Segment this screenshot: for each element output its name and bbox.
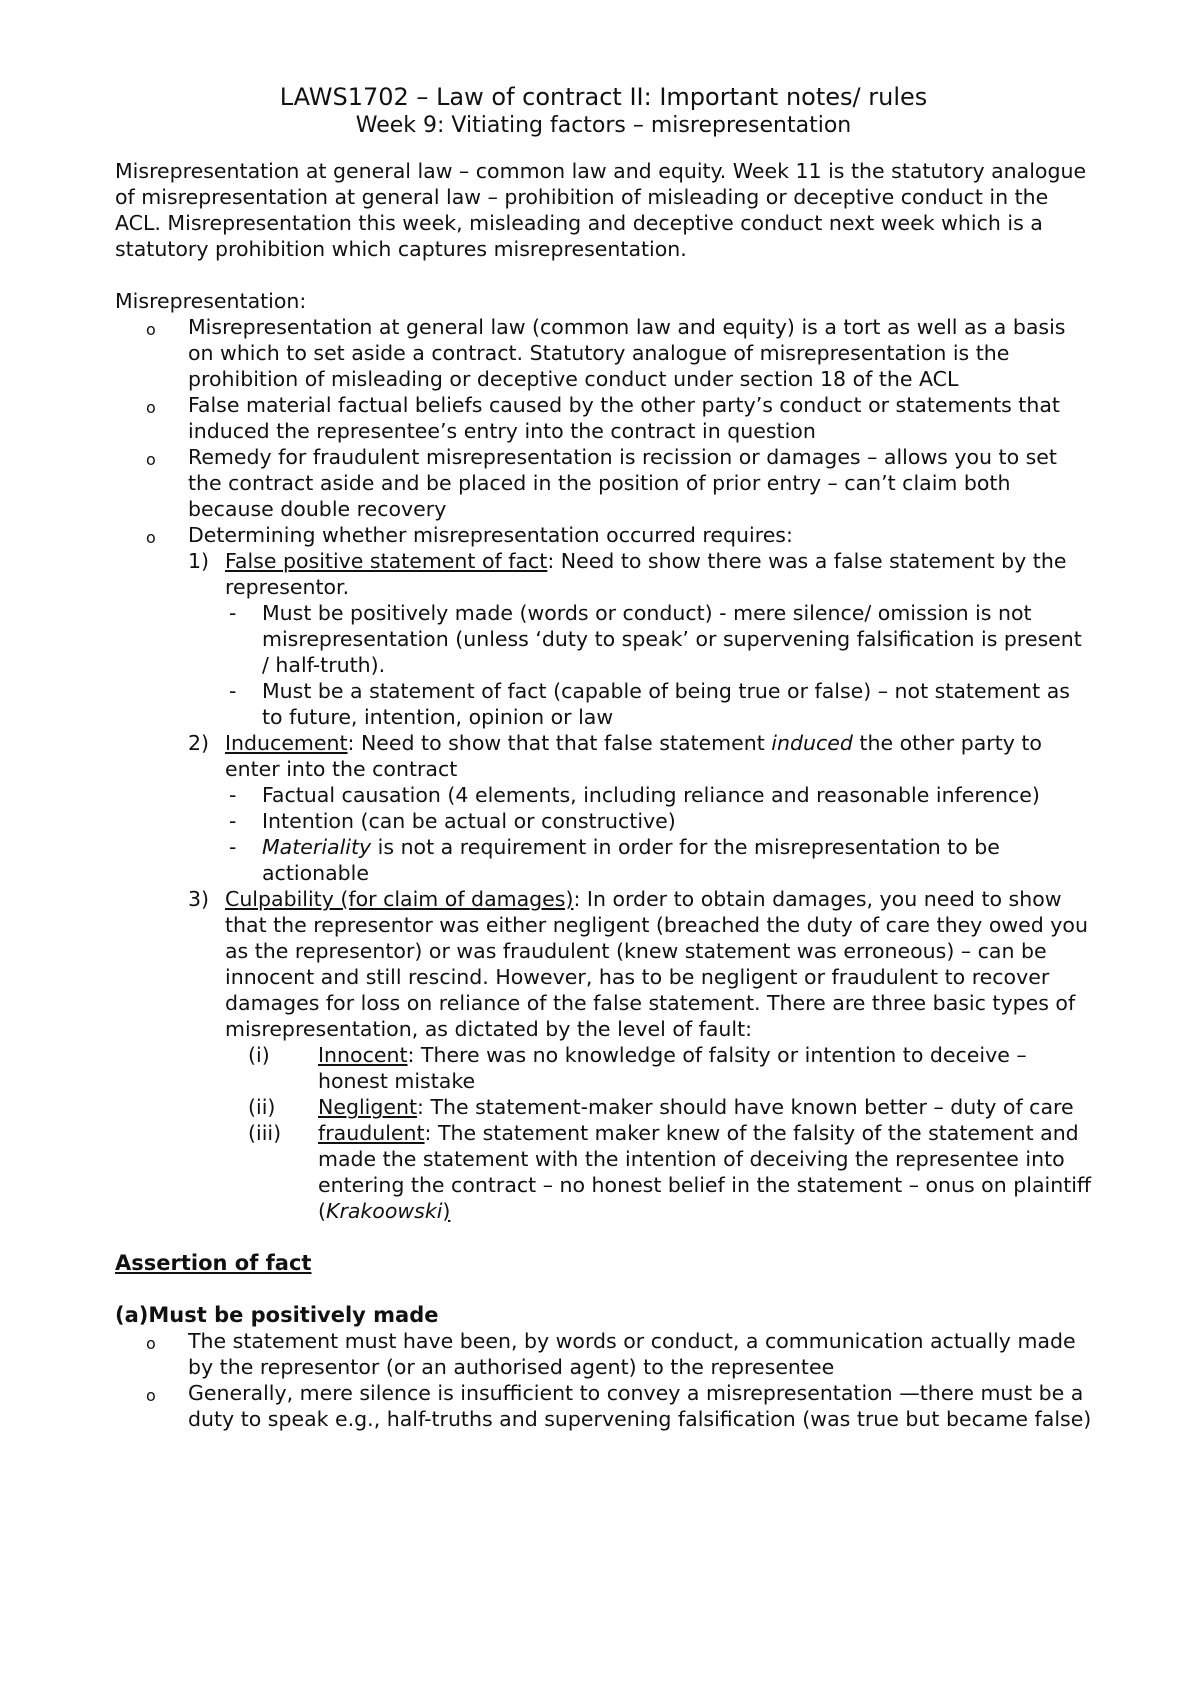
type-text: : There was no knowledge of falsity or intention to deceive – honest mistake [318,1043,1027,1093]
page-title: LAWS1702 – Law of contract II: Important notes/ rules [279,83,928,111]
requirement-text: : Need to show that that false statement [347,731,772,755]
requirement-number: 2) [188,731,210,755]
requirement-number: 3) [188,887,210,911]
case-name: Krakoowski [326,1199,443,1223]
type-item [248,1042,1092,1094]
type-term: Innocent [318,1043,408,1067]
bullet-item-text: Determining whether misrepresentation occurred requires: [188,523,793,547]
sub-point-list [225,600,1092,730]
requirement-item [188,730,1092,886]
requirement-item [188,548,1092,730]
type-number: (iii) [248,1121,282,1145]
type-term: fraudulent [318,1121,425,1145]
sub-point [262,834,1092,886]
type-term: Negligent [318,1095,418,1119]
requirement-term: False positive statement of fact [225,549,548,573]
requirement-text: : Need to show there was a false statement by the representor. [225,549,1067,599]
type-text: : The statement-maker should have known better – duty of care [417,1095,1074,1119]
type-number: (i) [248,1043,270,1067]
section-bullet-list [115,1328,1092,1432]
type-item [248,1120,1092,1224]
requirement-number: 1) [188,549,210,573]
bullet-item: o The statement must have been, by words or conduct, a communication actually made by the representor (or an authorised agent) to the representee [188,1328,1092,1380]
misrepresentation-types-list [225,1042,1092,1224]
sub-point-text: is not a requirement in order for the misrepresentation to be actionable [262,835,1000,885]
sub-point-emphasis: Materiality [262,835,372,859]
requirements-list [188,548,1092,1224]
requirement-text: : In order to obtain damages, you need to show that the representor was either negligent (breached the duty of care they owed you as the representor) or was fraudulent (knew statement was erroneous) – can be innocent and still rescind. However, has to be negligent or fraudulent to recover damages for loss on reliance of the false statement. There are three basic types of misrepresentation, as dictated by the level of fault: [225,887,1088,1041]
spacer [115,1276,1092,1302]
requirement-emphasis: induced [771,731,853,755]
intro-paragraph: Misrepresentation at general law – common law and equity. Week 11 is the statutory analogue of misrepresentation at general law – prohibition of misleading or deceptive conduct in the ACL. Misrepresentation this week, misleading and deceptive conduct next week which is a statutory prohibition which captures misrepresentation. [115,159,1087,261]
sub-point-list [225,782,1092,886]
type-text: : The statement maker knew of the falsity of the statement and made the statement with the intention of deceiving the representee into entering the contract – no honest belief in the statement – onus on plaintiff ( [318,1121,1092,1223]
requirement-term: Inducement [225,731,348,755]
type-item [248,1094,1092,1120]
requirement-term: Culpability (for claim of damages) [225,887,574,911]
bullet-item: o False material factual beliefs caused by the other party’s conduct or statements that induced the representee’s entry into the contract in question [188,392,1092,444]
spacer [115,262,1092,288]
misrepresentation-label: Misrepresentation: [115,289,307,313]
bullet-item: o Remedy for fraudulent misrepresentation is recission or damages – allows you to set the contract aside and be placed in the position of prior entry – can’t claim both because double recovery [188,444,1092,522]
sub-point: - Must be a statement of fact (capable of being true or false) – not statement as to future, intention, opinion or law [262,678,1092,730]
spacer [115,1224,1092,1250]
sub-point: - Intention (can be actual or constructive) [262,808,1092,834]
bullet-item: o Generally, mere silence is insufficient to convey a misrepresentation —there must be a duty to speak e.g., half-truths and supervening falsification (was true but became false) [188,1380,1092,1432]
sub-heading: (a)Must be positively made [115,1303,439,1327]
type-number: (ii) [248,1095,276,1119]
sub-point: - Factual causation (4 elements, including reliance and reasonable inference) [262,782,1092,808]
requirement-item [188,886,1092,1224]
requirement-text: the other party to enter into the contract [225,731,1042,781]
bullet-item [188,522,1092,1224]
bullet-item: o Misrepresentation at general law (common law and equity) is a tort as well as a basis on which to set aside a contract. Statutory analogue of misrepresentation is the prohibition of misleading or deceptive conduct under section 18 of the ACL [188,314,1092,392]
section-heading: Assertion of fact [115,1251,312,1275]
page-subtitle: Week 9: Vitiating factors – misrepresentation [355,113,852,138]
sub-point: - Must be positively made (words or conduct) - mere silence/ omission is not misrepresentation (unless ‘duty to speak’ or supervening falsification is present / half-truth). [262,600,1092,678]
misrepresentation-bullet-list [115,314,1092,1224]
case-close: ) [442,1199,451,1223]
